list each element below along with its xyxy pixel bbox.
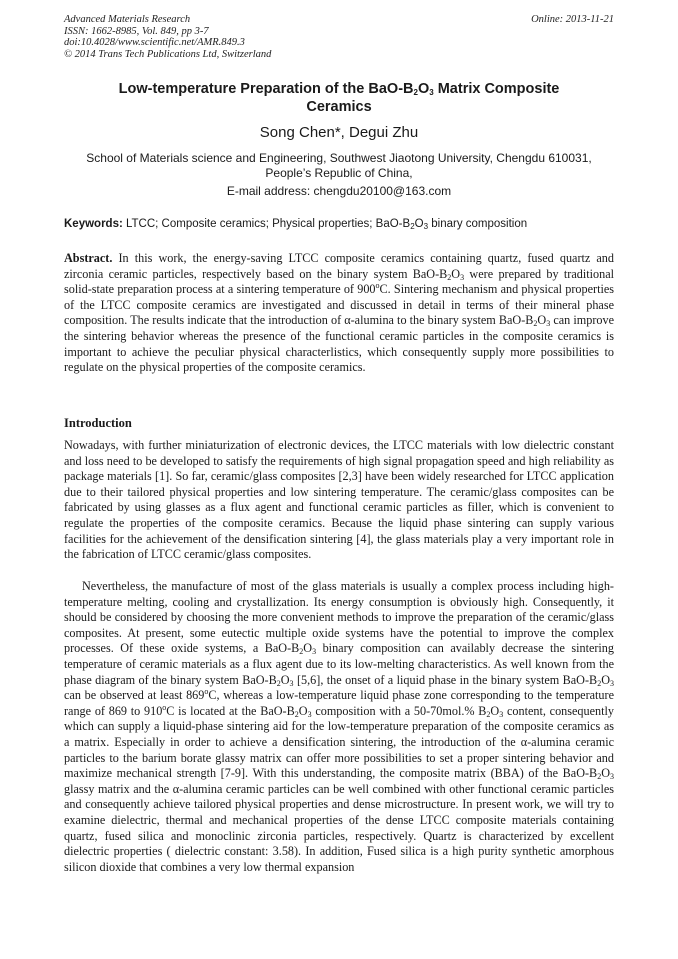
journal-header	[64, 14, 271, 60]
keywords-label: Keywords:	[64, 218, 123, 230]
journal-name: Advanced Materials Research	[64, 14, 191, 25]
issn: ISSN: 1662-8985, Vol. 849, pp 3-7	[64, 25, 209, 37]
paper-title: Low-temperature Preparation of the BaO-$B_2O_3$ Matrix Composite Ceramics	[118, 81, 560, 115]
email: E-mail address: chengdu20100@163.com	[226, 184, 452, 198]
copyright: © 2014 Trans Tech Publications Ltd, Switzerland	[64, 48, 272, 60]
abstract: Abstract. In this work, the energy-saving LTCC composite ceramics containing quartz, fused quartz and zirconia ceramic particles, respectively based on the binary system BaO-$B_2O_3$ were prepared by traditional solid-state preparation process at a sintering temperature of 900$^o$C. Sintering mechanism and physical properties of the LTCC composite ceramics are investigated and discussed in detail in terms of their mineral phase composition. The results indicate that the introduction of α-alumina to the binary system BaO-$B_2O_3$ can improve the sintering behavior whereas the presence of the functional ceramic particles in the composite ceramics is important to achieve the peculiar physical characterlistics, which consequently supply more possibilities to regulate on the physical properties of the composite ceramics.	[64, 251, 615, 375]
intro-paragraph-2: Nevertheless, the manufacture of most of the glass materials is usually a complex process including high-temperature melting, cooling and crystallization. Its energy consumption is obviously high. Consequently, it should be considered by choosing the more convenient methods to improve the preparation of the ceramic/glass composites. At present, some eutectic multiple oxide systems have the potential to improve the complex processes. Of these oxide systems, a BaO-$B_2O_3$ binary composition can availably decrease the sintering temperature of ceramic materials as a flux agent due to its low-melting characteristics. As well known from the phase diagram of the binary system BaO-$B_2O_3$ [5,6], the onset of a liquid phase in the binary system BaO-$B_2O_3$ can be observed at least 869$^o$C, whereas a low-temperature liquid phase zone corresponding to the temperature range of 869 to 910$^o$C is located at the BaO-$B_2O_3$ composition with a 50-70mol.% $B_2O_3$ content, consequently which can supply a liquid-phase sintering aid for the low-temperature preparation of the composite ceramics as a matrix. Especially in order to achieve a densification sintering, the introduction of the α-alumina ceramic particles to the barium borate glassy matrix can offer more possibilities to set a proper sintering behavior and maximize mechanical strength [7-9]. With this understanding, the composite matrix (BBA) of the BaO-$B_2O_3$ glassy matrix and the α-alumina ceramic particles can be well combined with other functional ceramic particles and consequently achieve tailored physical properties and dense microstructure. In present work, we will try to examine dielectric, thermal and mechanical properties of the dense LTCC composite materials containing quartz, fused silica and monoclinic zirconia particles, respectively. Quartz is characterized by excellent dielectric properties ( dielectric constant: 3.58). In addition, Fused silica is a high purity synthetic amorphous silicon dioxide that combines a very low thermal expansion	[64, 579, 614, 874]
section-heading: Introduction	[64, 416, 132, 430]
doi: doi:10.4028/www.scientific.net/AMR.849.3	[64, 37, 245, 49]
affiliation: School of Materials science and Engineering, Southwest Jiaotong University, Chengdu 610031, People’s Republic of China,	[86, 151, 592, 180]
online-date: Online: 2013-11-21	[531, 14, 614, 25]
authors: Song Chen*, Degui Zhu	[259, 124, 419, 141]
intro-paragraph-1: Nowadays, with further miniaturization of electronic devices, the LTCC materials with low dielectric constant and loss need to be developed to satisfy the requirements of high signal propagation speed and high reliability as package materials [1]. So far, ceramic/glass composites [2,3] have been widely researched for LTCC application due to their tailored physical properties and low sintering temperature. The ceramic/glass composites can be fabricated by using glasses as a flux agent and functional ceramic particles as filler, which is convenient to regulate the properties of the composite ceramics. Because the liquid phase sintering can supply various facilities for the achievement of the densification sintering [4], the glass materials play a very important role in the fabrication of LTCC ceramic/glass composites.	[64, 438, 614, 562]
abstract-label: Abstract.	[64, 251, 113, 265]
keywords: Keywords: LTCC; Composite ceramics; Physical properties; BaO-$B_2O_3$ binary composition	[64, 218, 528, 231]
